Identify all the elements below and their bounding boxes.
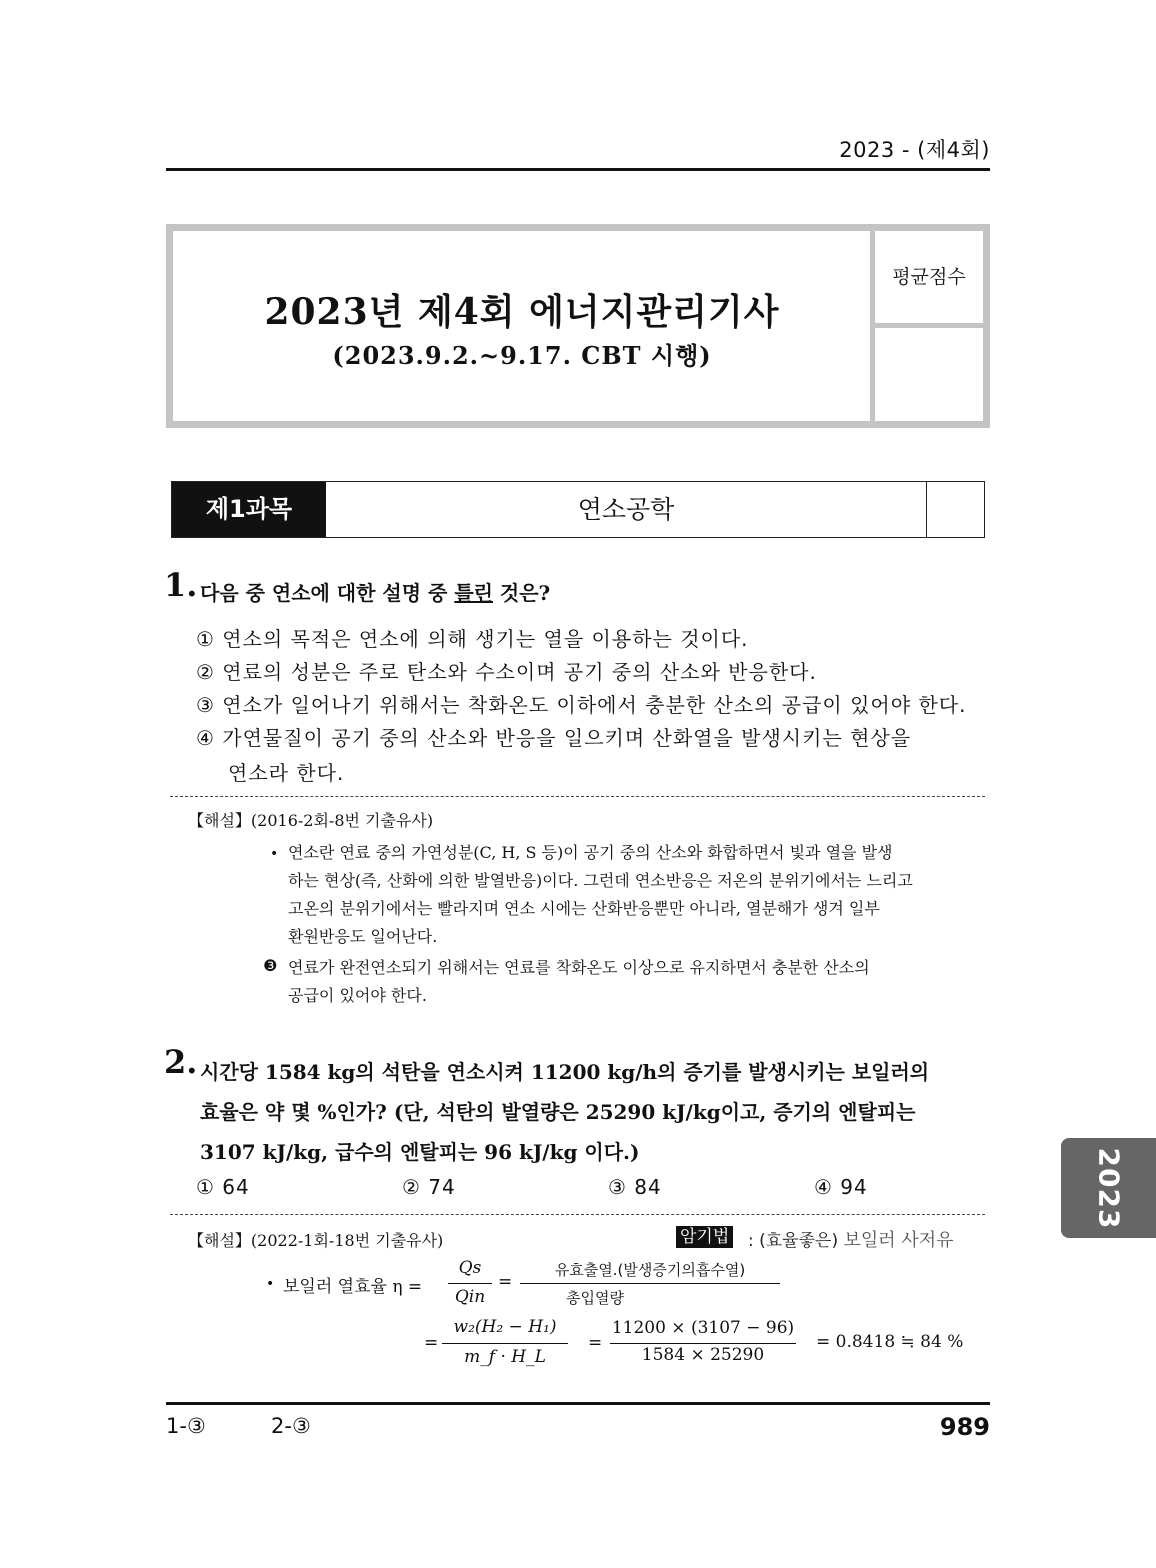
year-side-tab-label: 2023 xyxy=(1092,1147,1125,1229)
mnemonic-badge: 암기법 xyxy=(676,1226,733,1248)
q2-option-1: ① 64 xyxy=(196,1175,250,1199)
subject-number: 제1과목 xyxy=(172,482,326,537)
fraction-1-numerator: Qs xyxy=(458,1258,482,1278)
subject-name: 연소공학 xyxy=(326,482,927,537)
q1-option-4: ④ 가연물질이 공기 중의 산소와 반응을 일으키며 산화열을 발생시키는 현상을 xyxy=(196,726,912,750)
q1-option-2: ② 연료의 성분은 주로 탄소와 수소이며 공기 중의 산소와 반응한다. xyxy=(196,660,817,684)
average-score-label: 평균점수 xyxy=(892,266,966,288)
dashed-divider xyxy=(170,1214,985,1215)
answer-mark-icon: ❸ xyxy=(263,956,278,975)
explanation-reference: (2016-2회-8번 기출유사) xyxy=(250,811,434,830)
q1-option-1: ① 연소의 목적은 연소에 의해 생기는 열을 이용하는 것이다. xyxy=(196,627,749,651)
fraction-4-numerator: 11200 × (3107 − 96) xyxy=(611,1318,795,1338)
footer-rule xyxy=(166,1402,990,1405)
page-title: 2023년 제4회 에너지관리기사 xyxy=(264,291,780,333)
q2-option-2: ② 74 xyxy=(402,1175,456,1199)
fraction-3-denominator: m_f · H_L xyxy=(464,1347,546,1367)
question-2-number: 2. xyxy=(164,1043,198,1081)
explanation-label: 【해설】 xyxy=(188,1231,251,1250)
page-number: 989 xyxy=(939,1413,990,1441)
q1-answer-explanation: 연료가 완전연소되기 위해서는 연료를 착화온도 이상으로 유지하면서 충분한 산소의 공급이 있어야 한다. xyxy=(288,958,870,1005)
fraction-bar xyxy=(448,1283,492,1284)
dashed-divider xyxy=(170,796,985,797)
answer-key-2: 2-③ xyxy=(271,1414,311,1438)
fraction-bar xyxy=(520,1283,780,1284)
fraction-bar xyxy=(610,1343,796,1344)
header-rule xyxy=(166,168,990,171)
equals-sign: = xyxy=(588,1333,603,1353)
fraction-4-denominator: 1584 × 25290 xyxy=(641,1345,765,1365)
fraction-2-numerator: 유효출열.(발생증기의흡수열) xyxy=(554,1261,746,1279)
underlined-word: 틀린 xyxy=(454,581,493,605)
q1-explanation-heading xyxy=(188,808,433,831)
score-row-divider xyxy=(875,323,983,328)
q2-option-3: ③ 84 xyxy=(608,1175,662,1199)
q2-option-4: ④ 94 xyxy=(814,1175,868,1199)
equals-sign: = xyxy=(424,1333,439,1353)
q1-option-3: ③ 연소가 일어나기 위해서는 착화온도 이하에서 충분한 산소의 공급이 있어야 한다. xyxy=(196,693,967,717)
header-exam-code: 2023 - (제4회) xyxy=(839,138,990,162)
question-2-text: 시간당 1584 kg의 석탄을 연소시켜 11200 kg/h의 증기를 발생시키는 보일러의 효율은 약 몇 %인가? (단, 석탄의 발열량은 25290 kJ/kg이고, 증기의 엔탈피는 3107 kJ/kg, 급수의 엔탈피는 96 kJ/kg 이다.) xyxy=(200,1060,930,1164)
equals-sign: = xyxy=(498,1272,513,1292)
fraction-1-denominator: Qin xyxy=(454,1287,486,1307)
q1-option-4-continued: 연소라 한다. xyxy=(228,761,345,785)
explanation-label: 【해설】 xyxy=(188,811,251,830)
question-1-text: 다음 중 연소에 대한 설명 중 틀린 것은? xyxy=(200,581,551,605)
bullet-icon: • xyxy=(266,1276,275,1292)
exam-date: (2023.9.2.~9.17. CBT 시행) xyxy=(332,341,712,370)
bullet-icon: • xyxy=(270,846,279,862)
question-1-number: 1. xyxy=(164,566,198,604)
fraction-bar xyxy=(442,1343,568,1344)
mnemonic-text: : (효율좋은) 보일러 사저유 xyxy=(748,1230,954,1251)
fraction-2-denominator: 총입열량 xyxy=(566,1289,624,1307)
explanation-reference: (2022-1회-18번 기출유사) xyxy=(250,1231,444,1250)
formula-label: 보일러 열효율 η = xyxy=(283,1277,423,1297)
fraction-3-numerator: w₂(H₂ − H₁) xyxy=(453,1317,557,1337)
q2-explanation-heading xyxy=(188,1228,443,1251)
q1-explanation-body: 연소란 연료 중의 가연성분(C, H, S 등)이 공기 중의 산소와 화합하면서 빛과 열을 발생 하는 현상(즉, 산화에 의한 발열반응)이다. 그런데 연소반응은 저온의 분위기에서는 느리고 고온의 분위기에서는 빨라지며 연소 시에는 산화반응뿐만 아니라, 열분해가 생겨 일부 환원반응도 일어난다. xyxy=(288,843,913,946)
formula-result: = 0.8418 ≒ 84 % xyxy=(816,1332,964,1352)
answer-key-1: 1-③ xyxy=(166,1414,206,1438)
